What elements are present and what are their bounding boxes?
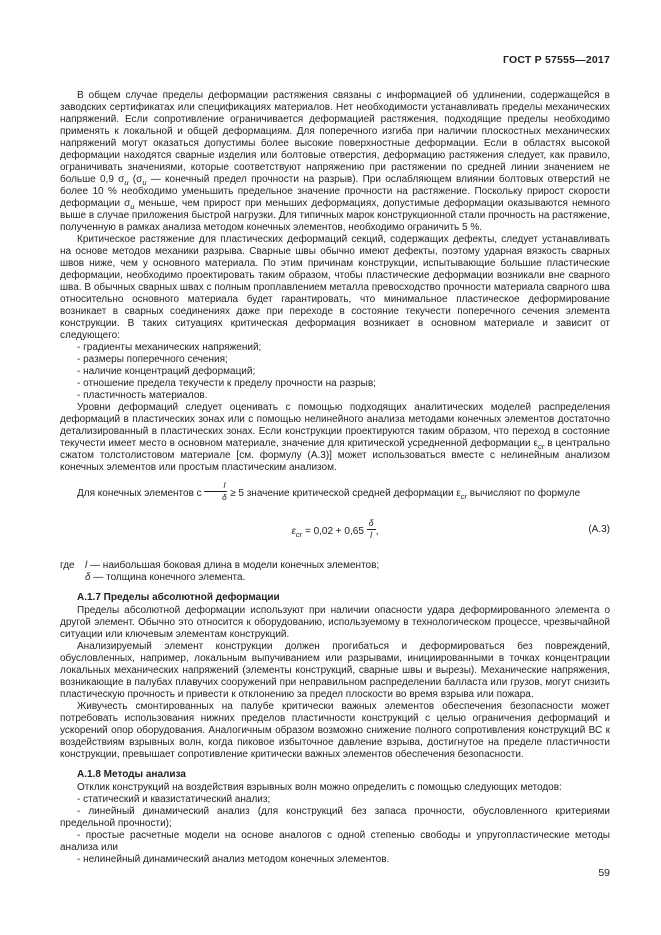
- epsilon-symbol: ε: [291, 526, 296, 538]
- bullet-item: - пластичность материалов.: [77, 390, 208, 401]
- text-run: Уровни деформаций следует оценивать с помощью подходящих аналитических моделей распределения деформаций в пластических зонах или с помощью нелинейного анализа методами конечных элементов достаточно детализированный в пластических зонах. Если конструкции проектируются таким образом, что переход в состояние текучести имеет место в основном материале, значение для критической усредненной деформации ε: [60, 402, 610, 449]
- text-run: меньше, чем прирост при меньших деформациях, допустимые деформации оказываются немного выше в случае приложения быстрой нагрузки. Для типичных марок конструкционной стали прочность на растяжение, полученную в рамках анализа методом конечных элементов, необходимо ограничить 5 %.: [60, 198, 610, 233]
- text-run: — конечный предел прочности на разрыв). При ослабляющем влиянии болтовых отверстий не более 10 % необходимо уменьшить предельное значение прочности на растяжение. Поскольку прирост скорости деформации σ: [60, 174, 611, 209]
- formula-body: = 0,02 + 0,65: [302, 526, 367, 538]
- formula-a3: [60, 519, 610, 540]
- epsilon-cr-subscript: cr: [295, 530, 303, 540]
- paragraph-analyzed-element: Анализируемый элемент конструкции должен прогибаться и деформироваться без повреждений, обусловленных, например, локальным выпучиванием или разрывами, инициированными в точках концентрации локальных механических напряжений (элементы конструкций, сварные швы и вырезы). Механические напряжения, возникающие в палубах плавучих сооружений при неправильном распределении балласта или грузов, могут снизить пластическую прочность и привести к отклонению за предел плоскости во время взрыва или пожара.: [60, 641, 610, 700]
- text-run: в центрально сжатом толстолистовом материале [см. формулу (А.3)] может использоваться вместе с нелинейным анализом конечных элементов или простым пластическим анализом.: [60, 438, 610, 473]
- definition-line: [60, 560, 610, 572]
- paragraph-analysis-methods-intro: Отклик конструкций на воздействия взрывных волн можно определить с помощью следующих методов:: [77, 782, 562, 793]
- formula-trailing-comma: ,: [375, 526, 379, 538]
- symbol-l: l: [85, 560, 88, 571]
- paragraph-absolute-deformation: Пределы абсолютной деформации используют при наличии опасности удара деформированного элемента о другой элемент. Обычно это относится к оборудованию, используемому в технологическом процессе, чрезвычайной ситуации или ключевым элементам конструкций.: [60, 605, 610, 640]
- fraction-numerator: δ: [368, 518, 374, 528]
- sigma-u-subscript: u: [124, 178, 129, 187]
- bullet-item: - размеры поперечного сечения;: [77, 354, 228, 365]
- definition-line: [60, 572, 610, 584]
- bullet-list-analysis-methods: [60, 794, 610, 866]
- heading-a-1-7: А.1.7 Пределы абсолютной деформации: [77, 592, 280, 603]
- formula-number: (А.3): [588, 523, 610, 535]
- epsilon-cr-subscript: cr: [538, 442, 545, 451]
- paragraph-survivability: Живучесть смонтированных на палубе критически важных элементов обеспечения безопасности может потребовать использования нижних пределов пластичности конструкций с целью ограничения деформаций и ускорений опор оборудования. Аналогичным образом возможно снижение полного сопротивления конструкций ВС к воздействиям взрывных волн, когда пиковое избыточное давление взрыва, достигнутое на пределе пластичности конструкции, превышает сопротивление критически важных элементов обеспечения безопасности.: [60, 701, 610, 760]
- formula-definitions: [60, 560, 610, 584]
- paragraph-strain-levels: [60, 402, 610, 474]
- fraction-numerator: l: [204, 481, 227, 492]
- where-keyword: где: [60, 560, 75, 571]
- heading-a-1-8: А.1.8 Методы анализа: [77, 769, 186, 780]
- standard-number: ГОСТ Р 57555—2017: [502, 54, 610, 66]
- bullet-item: - статический и квазистатический анализ;: [77, 794, 271, 805]
- text-run: В общем случае пределы деформации растяжения связаны с информацией об удлинении, содержащейся в заводских сертификатах или спецификациях материалов. Нет необходимости устанавливать пределы механических напряжений. Если сопротивление ограничивается деформацией растяжения, подходящие пределы необходимо применять к локальной и общей деформациям. Для поперечного изгиба при наличии плоскостных механических напряжений могут оказаться допустимы более высокие поверхностные деформации. Если в областях высокой деформации находятся сварные изделия или болтовые отверстия, деформацию растяжения следует, как правило, ограничивать значениями, которые соответствуют напряжению при растяжении по средней линии значением не больше 0,9 σ: [60, 90, 610, 185]
- fraction-denominator: l: [370, 530, 373, 540]
- page-header: [60, 54, 610, 66]
- fraction-delta-over-l: [367, 519, 376, 540]
- paragraph-tensile-strain-limits: [60, 90, 610, 234]
- fraction-denominator: δ: [222, 491, 227, 502]
- document-content: [60, 90, 610, 866]
- text-run: Для конечных элементов с: [77, 488, 205, 500]
- inline-fraction-l-over-delta: [204, 481, 227, 501]
- bullet-item: - отношение предела текучести к пределу прочности на разрыв;: [77, 378, 376, 389]
- bullet-item: - нелинейный динамический анализ методом конечных элементов.: [77, 854, 390, 865]
- symbol-delta: δ: [85, 572, 91, 583]
- page-number: 59: [598, 867, 610, 879]
- text-run: ≥ 5 значение критической средней деформации ε: [227, 488, 461, 500]
- formula-intro: [60, 481, 610, 501]
- sigma-u-subscript: u: [142, 178, 147, 187]
- bullet-item: - простые расчетные модели на основе аналогов с одной степенью свободы и упругопластические методы анализа или: [60, 830, 610, 853]
- bullet-item: - градиенты механических напряжений;: [77, 342, 262, 353]
- formula-expression: [291, 518, 379, 540]
- bullet-list-strain-factors: [60, 342, 610, 402]
- symbol-l-definition: — наибольшая боковая длина в модели конечных элементов;: [87, 560, 380, 571]
- text-run: вычисляют по формуле: [467, 488, 581, 500]
- epsilon-cr-subscript: cr: [460, 492, 468, 502]
- sigma-u-subscript: u: [130, 202, 135, 211]
- bullet-item: - наличие концентраций деформаций;: [77, 366, 256, 377]
- text-run: (σ: [128, 174, 143, 185]
- paragraph-critical-tension: Критическое растяжение для пластических деформаций секций, содержащих дефекты, следует устанавливать на основе методов механики разрыва. Сварные швы обычно имеют дефекты, поэтому ударная вязкость сварных швов ниже, чем у основного материала. По этим причинам конструкции, испытывающие большие пластические деформации, необходимо проектировать таким образом, чтобы пластические деформации возникали вне сварного шва. В обычных сварных швах с полным проплавлением металла превосходство прочности материала сварного шва относительно основного материала будет гарантировать, что минимальное пластическое деформирование возникает в сварных соединениях даже при переходе в состояние текучести поперечного сечения элемента конструкции. В таких ситуациях критическая деформация возникает в основном материале и зависит от следующего:: [60, 234, 610, 341]
- bullet-item: - линейный динамический анализ (для конструкций без запаса прочности, обусловленного критериями предельной прочности);: [60, 806, 610, 829]
- symbol-delta-definition: — толщина конечного элемента.: [90, 572, 246, 583]
